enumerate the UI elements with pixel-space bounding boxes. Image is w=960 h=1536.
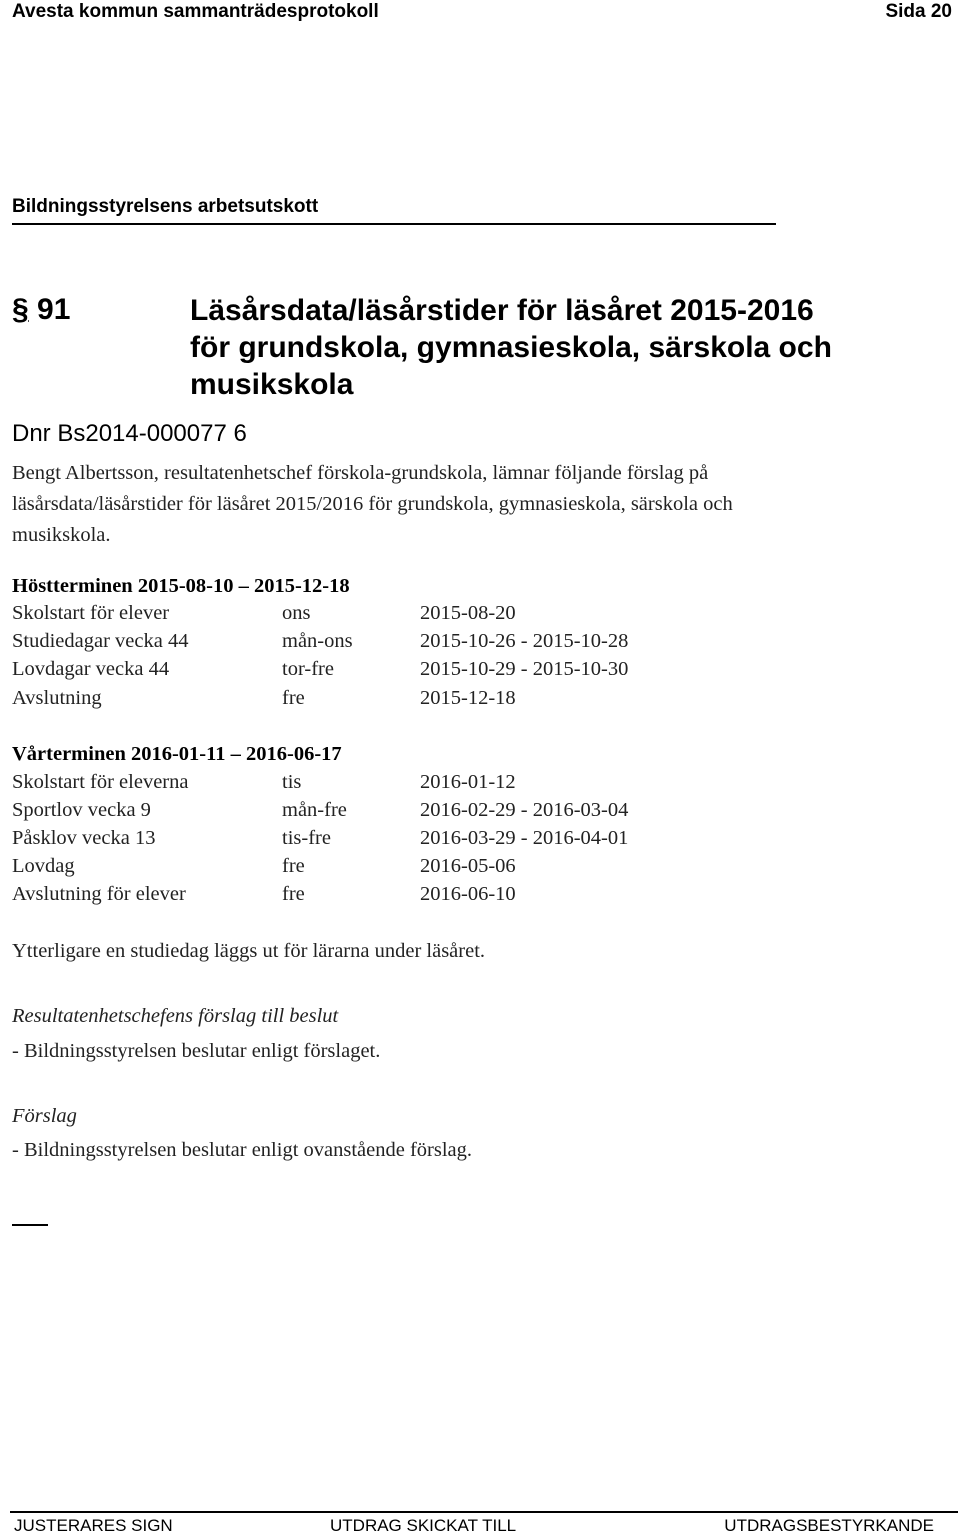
row-day: tis <box>282 771 302 793</box>
row-date: 2016-02-29 - 2016-03-04 <box>420 799 629 821</box>
row-date: 2015-10-29 - 2015-10-30 <box>420 658 629 680</box>
row-date: 2015-12-18 <box>420 687 516 709</box>
row-label: Avslutning <box>12 687 102 709</box>
row-day: mån-fre <box>282 799 347 821</box>
document-header-title: Avesta kommun sammanträdesprotokoll <box>12 1 379 22</box>
section-symbol: § <box>12 293 29 326</box>
footer-utdrag-skickat-till: UTDRAG SKICKAT TILL <box>330 1516 517 1535</box>
row-date: 2016-03-29 - 2016-04-01 <box>420 827 629 849</box>
forslag-text: - Bildningsstyrelsen beslutar enligt ovanstående förslag. <box>12 1139 473 1161</box>
row-day: tor-fre <box>282 658 334 680</box>
footer-rule <box>10 1511 958 1513</box>
row-label: Lovdagar vecka 44 <box>12 658 170 680</box>
proposal-heading: Resultatenhetschefens förslag till beslut <box>12 1005 339 1027</box>
intro-paragraph <box>12 458 733 551</box>
row-label: Avslutning för elever <box>12 883 186 905</box>
row-label: Skolstart för elever <box>12 602 170 624</box>
row-date: 2015-10-26 - 2015-10-28 <box>420 630 629 652</box>
spring-term-heading: Vårterminen 2016-01-11 – 2016-06-17 <box>12 743 342 765</box>
autumn-term-heading: Höstterminen 2015-08-10 – 2015-12-18 <box>12 575 350 597</box>
row-day: ons <box>282 602 311 624</box>
intro-line: musikskola. <box>12 524 111 546</box>
footer-utdragsbestyrkande: UTDRAGSBESTYRKANDE <box>724 1516 934 1535</box>
footer-justerares-sign: JUSTERARES SIGN <box>14 1516 173 1535</box>
committee-name: Bildningsstyrelsens arbetsutskott <box>12 196 319 217</box>
section-title <box>190 292 930 403</box>
forslag-heading: Förslag <box>12 1105 77 1127</box>
row-date: 2016-01-12 <box>420 771 516 793</box>
dnr-reference: Dnr Bs2014-000077 6 <box>12 420 247 447</box>
committee-underline <box>12 223 776 225</box>
row-label: Lovdag <box>12 855 75 877</box>
row-day: tis-fre <box>282 827 331 849</box>
section-title-line: Läsårsdata/läsårstider för läsåret 2015-2016 <box>190 294 814 327</box>
row-label: Studiedagar vecka 44 <box>12 630 189 652</box>
row-label: Sportlov vecka 9 <box>12 799 151 821</box>
row-day: fre <box>282 687 305 709</box>
proposal-text: - Bildningsstyrelsen beslutar enligt förslaget. <box>12 1040 381 1062</box>
section-title-line: musikskola <box>190 368 354 401</box>
row-day: mån-ons <box>282 630 353 652</box>
row-date: 2015-08-20 <box>420 602 516 624</box>
intro-line: läsårsdata/läsårstider för läsåret 2015/2016 för grundskola, gymnasieskola, särskola och <box>12 493 733 515</box>
section-number-value: 91 <box>37 293 71 326</box>
row-date: 2016-06-10 <box>420 883 516 905</box>
section-number <box>12 292 70 328</box>
row-label: Påsklov vecka 13 <box>12 827 156 849</box>
intro-line: Bengt Albertsson, resultatenhetschef förskola-grundskola, lämnar följande förslag på <box>12 462 709 484</box>
page-number: Sida 20 <box>885 1 952 22</box>
section-end-rule <box>12 1224 48 1226</box>
section-title-line: för grundskola, gymnasieskola, särskola och <box>190 331 832 364</box>
row-day: fre <box>282 883 305 905</box>
row-date: 2016-05-06 <box>420 855 516 877</box>
row-label: Skolstart för eleverna <box>12 771 189 793</box>
row-day: fre <box>282 855 305 877</box>
extra-note: Ytterligare en studiedag läggs ut för lärarna under läsåret. <box>12 940 486 962</box>
